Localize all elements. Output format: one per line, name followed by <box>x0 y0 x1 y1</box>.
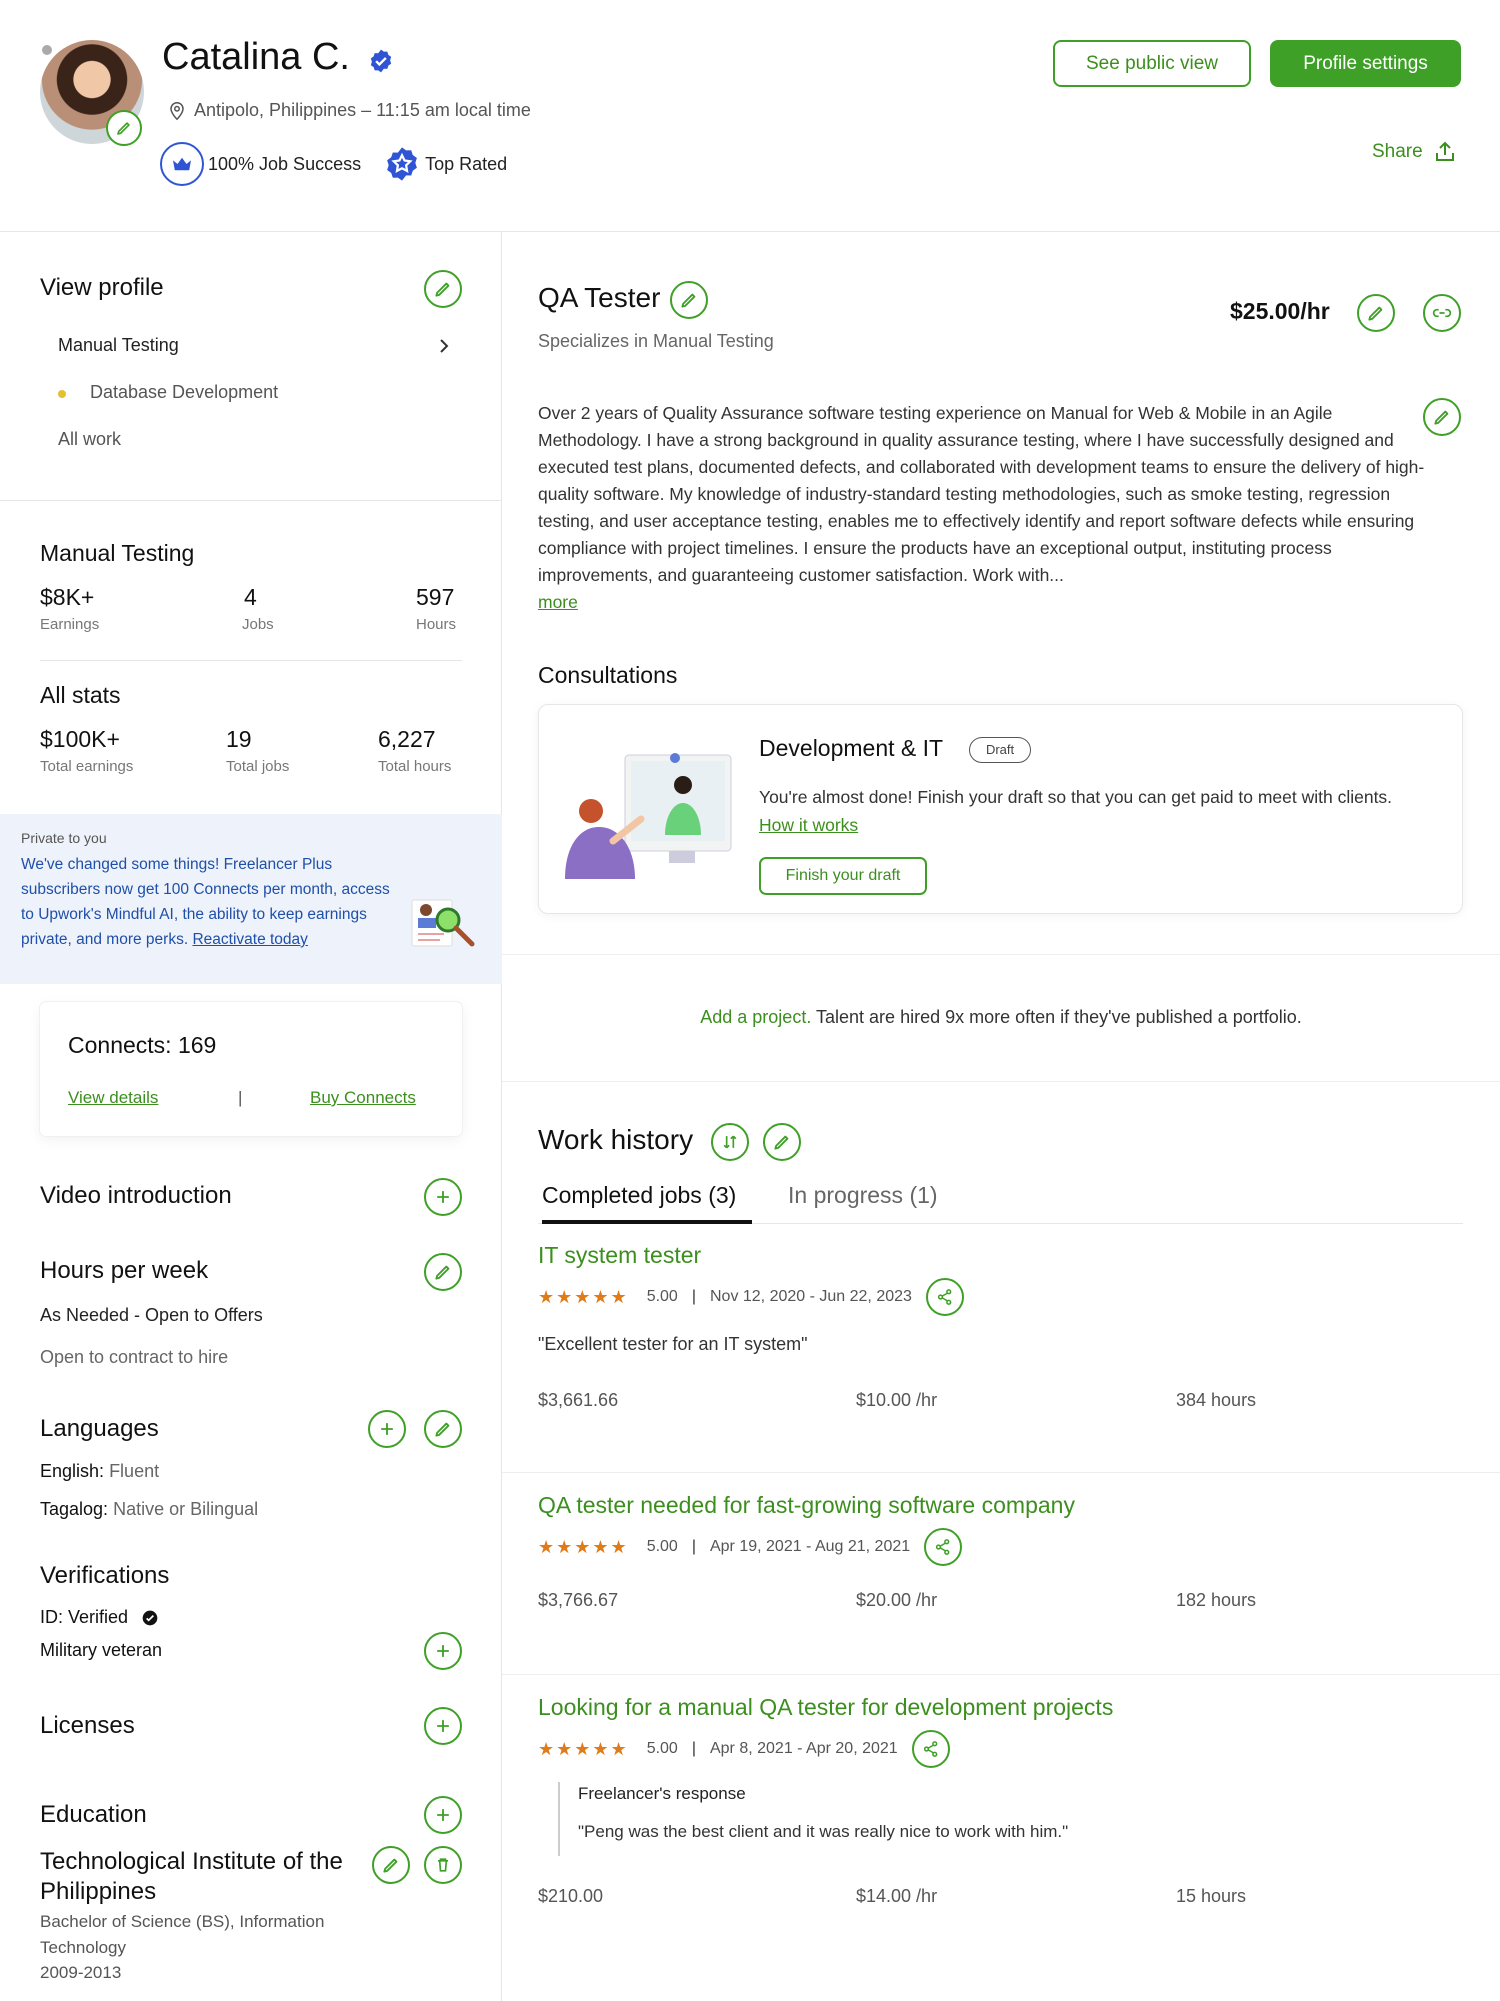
work-history-tabs <box>538 1182 1463 1224</box>
consultation-text <box>759 783 1399 839</box>
education-title: Education <box>40 1801 147 1828</box>
manual-earnings-label: Earnings <box>40 616 100 633</box>
tab-in-progress[interactable]: In progress (1) <box>788 1182 938 1208</box>
copy-link-button[interactable] <box>1423 294 1461 332</box>
language-level: Native or Bilingual <box>113 1499 259 1519</box>
job-dates: Apr 19, 2021 - Aug 21, 2021 <box>709 1538 911 1555</box>
private-label: Private to you <box>21 830 107 846</box>
view-details-link[interactable]: View details <box>68 1088 159 1107</box>
job-meta <box>538 1528 962 1566</box>
job-divider <box>502 1472 1500 1473</box>
job-rate: $14.00 /hr <box>856 1886 938 1906</box>
all-stats-title: All stats <box>40 682 121 708</box>
profile-name: Catalina C. <box>162 36 350 78</box>
specializes-text: Specializes in Manual Testing <box>538 331 774 351</box>
job-dates: Nov 12, 2020 - Jun 22, 2023 <box>709 1288 912 1305</box>
job-divider <box>502 1674 1500 1675</box>
plus-icon <box>433 1641 453 1661</box>
connects-title: Connects: 169 <box>68 1032 217 1058</box>
verified-badge-icon <box>368 48 394 74</box>
licenses-title: Licenses <box>40 1712 135 1739</box>
pencil-icon <box>679 290 699 310</box>
pencil-icon <box>1366 303 1386 323</box>
job-hours: 384 hours <box>1176 1390 1257 1410</box>
reactivate-link[interactable]: Reactivate today <box>192 931 308 948</box>
manual-earnings-value: $8K+ <box>40 584 95 610</box>
profile-item-manual-testing[interactable]: Manual Testing <box>58 335 179 355</box>
share-icon <box>922 1740 940 1758</box>
location-text: Antipolo, Philippines – 11:15 am local time <box>194 100 531 120</box>
rating-stars: ★★★★★ <box>538 1286 629 1307</box>
add-license-button[interactable] <box>424 1707 462 1745</box>
add-project-row <box>502 1007 1500 1028</box>
pencil-icon <box>381 1855 401 1875</box>
divider <box>40 660 462 661</box>
share-label: Share <box>1372 141 1423 162</box>
profile-overview <box>538 400 1425 616</box>
total-hours-label: Total hours <box>378 758 452 775</box>
language-name: Tagalog: <box>40 1499 109 1519</box>
consultations-title: Consultations <box>538 662 678 688</box>
location-row <box>168 100 531 121</box>
profile-item-all-work[interactable]: All work <box>58 429 122 449</box>
trash-icon <box>433 1855 453 1875</box>
plus-icon <box>433 1716 453 1736</box>
add-education-button[interactable] <box>424 1796 462 1834</box>
consultation-illustration-icon <box>565 749 735 879</box>
job-title[interactable]: Looking for a manual QA tester for development projects <box>538 1694 1114 1720</box>
add-video-button[interactable] <box>424 1178 462 1216</box>
private-notice <box>0 814 502 984</box>
job-hours: 182 hours <box>1176 1590 1257 1610</box>
total-hours-value: 6,227 <box>378 726 436 752</box>
share-job-button[interactable] <box>926 1278 964 1316</box>
share-icon <box>936 1288 954 1306</box>
buy-connects-link[interactable]: Buy Connects <box>310 1088 416 1107</box>
pencil-icon <box>772 1132 792 1152</box>
language-name: English: <box>40 1461 105 1481</box>
pencil-icon <box>115 119 133 137</box>
total-earnings-value: $100K+ <box>40 726 120 752</box>
connects-card <box>40 1002 462 1136</box>
education-years: 2009-2013 <box>40 1963 122 1982</box>
edit-view-profile-button[interactable] <box>424 270 462 308</box>
add-project-link[interactable]: Add a project. <box>700 1007 812 1027</box>
share-job-button[interactable] <box>912 1730 950 1768</box>
hourly-rate: $25.00/hr <box>1230 298 1330 324</box>
finish-draft-button[interactable]: Finish your draft <box>759 857 927 895</box>
view-profile-title: View profile <box>40 274 164 301</box>
pencil-icon <box>1432 407 1452 427</box>
check-circle-icon <box>142 1610 158 1626</box>
language-level: Fluent <box>109 1461 160 1481</box>
plus-icon <box>377 1419 397 1439</box>
private-message <box>21 852 391 952</box>
share-icon <box>1433 140 1457 164</box>
contract-to-hire: Open to contract to hire <box>40 1347 229 1367</box>
edit-education-button[interactable] <box>372 1846 410 1884</box>
job-rate: $20.00 /hr <box>856 1590 938 1610</box>
rating-stars: ★★★★★ <box>538 1536 629 1557</box>
add-verification-button[interactable] <box>424 1632 462 1670</box>
job-rate: $10.00 /hr <box>856 1390 938 1410</box>
work-history-title: Work history <box>538 1124 694 1155</box>
edit-work-history-button[interactable] <box>763 1123 801 1161</box>
total-jobs-label: Total jobs <box>226 758 290 775</box>
sort-icon <box>720 1132 740 1152</box>
edit-hours-button[interactable] <box>424 1253 462 1291</box>
magnifier-illustration-icon <box>404 882 480 958</box>
hours-per-week-title: Hours per week <box>40 1257 209 1284</box>
consultation-card <box>538 704 1463 914</box>
meta-separator: | <box>691 1288 696 1305</box>
id-verified-text: ID: Verified <box>40 1607 129 1627</box>
meta-separator: | <box>691 1740 696 1757</box>
hours-value: As Needed - Open to Offers <box>40 1305 263 1325</box>
draft-badge: Draft <box>969 737 1031 763</box>
consultation-card-title-row <box>759 735 1031 763</box>
total-earnings-label: Total earnings <box>40 758 134 775</box>
sort-work-history-button[interactable] <box>711 1123 749 1161</box>
crown-icon <box>171 155 193 173</box>
job-earned: $3,661.66 <box>538 1390 619 1410</box>
rating-value: 5.00 <box>646 1288 678 1305</box>
job-earned: $210.00 <box>538 1886 604 1906</box>
active-dot <box>58 390 66 398</box>
total-jobs-value: 19 <box>226 726 252 752</box>
profile-item-database-development[interactable]: Database Development <box>90 382 279 402</box>
school-name: Technological Institute of the Philippines <box>40 1848 343 1905</box>
job-earned: $3,766.67 <box>538 1590 619 1610</box>
online-status-dot <box>40 43 54 57</box>
chevron-right-icon <box>438 338 450 354</box>
private-message-text: We've changed some things! Freelancer Plus subscribers now get 100 Connects per month, access to Upwork's Mindful AI, the ability to keep earnings private, and more perks. <box>21 856 390 948</box>
manual-jobs-label: Jobs <box>242 616 274 633</box>
languages-title: Languages <box>40 1415 159 1442</box>
share-job-button[interactable] <box>924 1528 962 1566</box>
rating-value: 5.00 <box>646 1740 678 1757</box>
language-tagalog <box>40 1499 258 1520</box>
job-dates: Apr 8, 2021 - Apr 20, 2021 <box>709 1740 898 1757</box>
edit-overview-button[interactable] <box>1423 398 1461 436</box>
job-success-badge <box>160 142 204 186</box>
degree: Bachelor of Science (BS), Information Technology <box>40 1912 325 1957</box>
job-feedback: "Excellent tester for an IT system" <box>538 1334 808 1354</box>
badges-row <box>160 142 507 186</box>
edit-avatar-button[interactable] <box>106 110 142 146</box>
location-pin-icon <box>168 101 186 121</box>
military-veteran: Military veteran <box>40 1640 163 1660</box>
manual-testing-stats-title: Manual Testing <box>40 540 195 566</box>
job-title[interactable]: QA tester needed for fast-growing software company <box>538 1492 1075 1518</box>
job-success-text: 100% Job Success <box>208 153 362 174</box>
rating-stars: ★★★★★ <box>538 1738 629 1759</box>
add-project-band <box>502 954 1500 1082</box>
link-icon <box>1432 303 1452 323</box>
pencil-icon <box>433 1262 453 1282</box>
plus-icon <box>433 1805 453 1825</box>
profile-header <box>0 0 1500 232</box>
rating-value: 5.00 <box>646 1538 678 1555</box>
job-hours: 15 hours <box>1176 1886 1247 1906</box>
pencil-icon <box>433 1419 453 1439</box>
response-label: Freelancer's response <box>578 1784 746 1803</box>
pencil-icon <box>433 279 453 299</box>
main-content <box>502 232 1500 2001</box>
video-introduction-title: Video introduction <box>40 1182 232 1209</box>
consultation-card-title: Development & IT <box>759 735 943 761</box>
edit-rate-button[interactable] <box>1357 294 1395 332</box>
delete-education-button[interactable] <box>424 1846 462 1884</box>
divider <box>0 500 502 501</box>
manual-jobs-value: 4 <box>244 584 257 610</box>
job-meta <box>538 1278 964 1316</box>
plus-icon <box>433 1187 453 1207</box>
manual-hours-value: 597 <box>416 584 455 610</box>
add-project-text: Talent are hired 9x more often if they've published a portfolio. <box>816 1007 1302 1027</box>
response-text: "Peng was the best client and it was really nice to work with him." <box>578 1822 1069 1841</box>
edit-title-button[interactable] <box>670 281 708 319</box>
tab-completed-jobs[interactable]: Completed jobs (3) <box>542 1182 752 1224</box>
share-button[interactable] <box>1372 140 1457 164</box>
more-link[interactable]: more <box>538 592 578 612</box>
sidebar <box>0 232 502 2001</box>
freelancer-response-block <box>558 1782 1358 1856</box>
how-it-works-link[interactable]: How it works <box>759 815 859 835</box>
job-meta <box>538 1730 950 1768</box>
star-badge-icon <box>383 145 421 183</box>
overview-text: Over 2 years of Quality Assurance software testing experience on Manual for Web & Mobile in an Agile Methodology. I have a strong background in quality assurance testing, where I have successfully designed and executed test plans, documented defects, and collaborated with development teams to ensure the delivery of high-quality software. My knowledge of industry-standard testing methodologies, such as smoke testing, regression testing, and user acceptance testing, enables me to effectively identify and report software defects while ensuring compliance with project timelines. I ensure the products have an exceptional output, instituting process improvements, and guaranteeing customer satisfaction. Work with... <box>538 403 1425 585</box>
top-rated-text: Top Rated <box>425 153 508 174</box>
add-language-button[interactable] <box>368 1410 406 1448</box>
verifications-title: Verifications <box>40 1562 170 1589</box>
profile-settings-button[interactable]: Profile settings <box>1270 40 1461 87</box>
connects-separator: | <box>238 1088 243 1107</box>
profile-title: QA Tester <box>538 282 661 313</box>
share-icon <box>934 1538 952 1556</box>
language-english <box>40 1461 159 1482</box>
edit-languages-button[interactable] <box>424 1410 462 1448</box>
manual-hours-label: Hours <box>416 616 457 633</box>
consultation-text-body: You're almost done! Finish your draft so that you can get paid to meet with clients. <box>759 787 1393 807</box>
job-title[interactable]: IT system tester <box>538 1242 702 1268</box>
meta-separator: | <box>691 1538 696 1555</box>
id-verified-row <box>40 1607 158 1628</box>
see-public-view-button[interactable]: See public view <box>1053 40 1251 87</box>
